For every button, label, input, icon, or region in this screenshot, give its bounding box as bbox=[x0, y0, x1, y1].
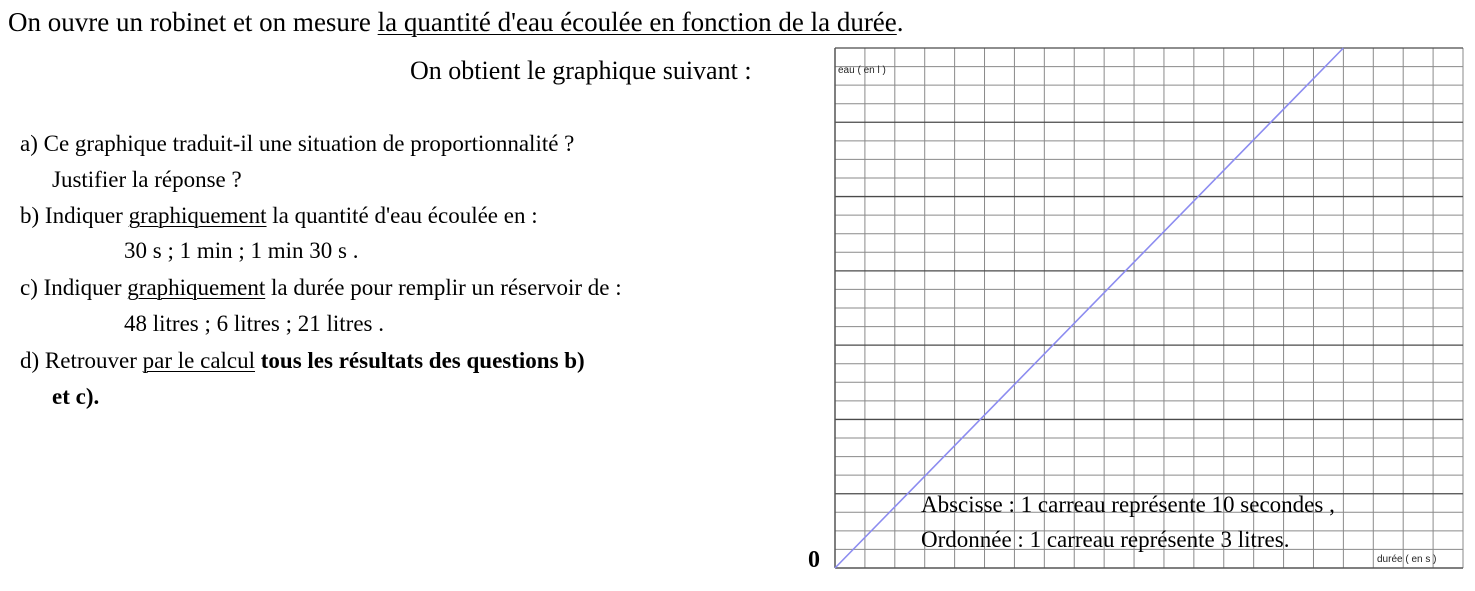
origin-label: 0 bbox=[808, 547, 820, 573]
caption-abscisse: Abscisse : 1 carreau représente 10 secondes , bbox=[921, 492, 1335, 517]
x-axis-label: durée ( en s ) bbox=[1377, 554, 1437, 565]
question-b-prefix: b) Indiquer bbox=[20, 203, 129, 228]
intro-prefix: On ouvre un robinet et on mesure bbox=[8, 7, 378, 37]
question-a-line2: Justifier la réponse ? bbox=[52, 167, 242, 192]
question-a-line1: a) Ce graphique traduit-il une situation de proportionnalité ? bbox=[20, 131, 575, 156]
question-c-underlined: graphiquement bbox=[127, 275, 266, 300]
question-d-bold1: tous les résultats des questions b) bbox=[255, 348, 585, 373]
caption-ordonnee: Ordonnée : 1 carreau représente 3 litres. bbox=[921, 527, 1290, 552]
question-b-values: 30 s ; 1 min ; 1 min 30 s . bbox=[124, 238, 359, 263]
graph-lead-text: On obtient le graphique suivant : bbox=[410, 56, 752, 85]
y-axis-label: eau ( en l ) bbox=[838, 65, 886, 76]
question-d-bold2: et c). bbox=[52, 384, 100, 409]
intro-suffix: . bbox=[896, 7, 904, 37]
question-c-prefix: c) Indiquer bbox=[20, 275, 128, 300]
question-d-underlined: par le calcul bbox=[142, 348, 256, 373]
question-c-values: 48 litres ; 6 litres ; 21 litres . bbox=[124, 311, 384, 336]
question-d-prefix: d) Retrouver bbox=[20, 348, 143, 373]
grid-lines bbox=[835, 48, 1463, 568]
intro-underlined: la quantité d'eau écoulée en fonction de la durée bbox=[377, 7, 897, 37]
question-c-suffix: la durée pour remplir un réservoir de : bbox=[265, 275, 622, 300]
question-b-underlined: graphiquement bbox=[128, 203, 267, 228]
question-b-suffix: la quantité d'eau écoulée en : bbox=[266, 203, 538, 228]
